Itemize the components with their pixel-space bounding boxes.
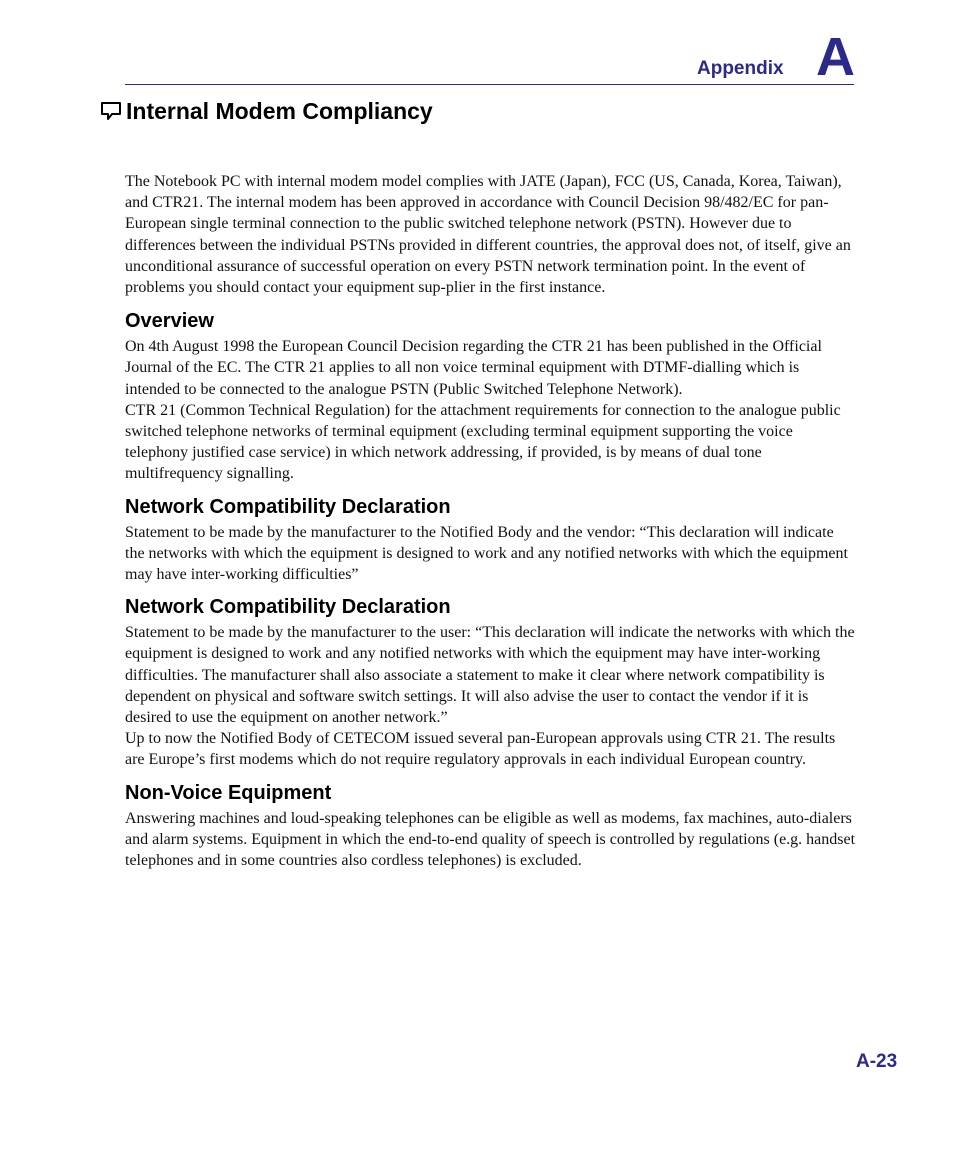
header-section-label: Appendix <box>697 58 784 79</box>
page-title: Internal Modem Compliancy <box>126 97 433 124</box>
section-overview <box>125 309 857 484</box>
section-network-compatibility-vendor <box>125 495 857 586</box>
section-heading: Non-Voice Equipment <box>125 781 332 804</box>
section-paragraph: Statement to be made by the manufacturer to the user: “This declaration will indicate the networks with which the equipment is designed to work and any notified networks with which the equipment may have inter-working difficulties. The manufacturer shall also associate a statement to make it clear where network compatibility is dependent on physical and software switch settings. It will also advise the user to contact the vendor if it is desired to use the equipment on another network.” <box>125 624 855 727</box>
intro-paragraph: The Notebook PC with internal modem model complies with JATE (Japan), FCC (US, Canada, Korea, Taiwan), and CTR21. The internal modem has been approved in accordance with Council Decision 98/482/EC for pan-European single terminal connection to the public switched telephone network (PSTN). However due to differences between the individual PSTNs provided in different countries, the approval does not, of itself, give an unconditional assurance of successful operation on every PSTN network termination point. In the event of problems you should contact your equipment sup-plier in the first instance. <box>125 173 851 297</box>
section-paragraph: Answering machines and loud-speaking telephones can be eligible as well as modems, fax machines, auto-dialers and alarm systems. Equipment in which the end-to-end quality of speech is controlled by regulations (e.g. handset telephones and in some countries also cordless telephones) is excluded. <box>125 809 856 870</box>
header-section-letter: A <box>816 27 855 87</box>
section-heading: Network Compatibility Declaration <box>125 495 451 518</box>
page-number: A-23 <box>856 1051 898 1072</box>
section-non-voice-equipment <box>125 781 857 872</box>
section-heading: Network Compatibility Declaration <box>125 596 451 619</box>
header-divider <box>125 84 854 85</box>
section-paragraph: Statement to be made by the manufacturer to the Notified Body and the vendor: “This declaration will indicate the networks with which the equipment is designed to work and any notified networks with which the equipment may have inter-working difficulties” <box>125 523 848 584</box>
document-body <box>125 171 857 881</box>
section-paragraph: On 4th August 1998 the European Council Decision regarding the CTR 21 has been published in the Official Journal of the EC. The CTR 21 applies to all non voice terminal equipment with DTMF-dialling which is intended to be connected to the analogue PSTN (Public Switched Telephone Network). <box>125 338 822 398</box>
section-paragraph: CTR 21 (Common Technical Regulation) for the attachment requirements for connection to the analogue public switched telephone networks of terminal equipment (excluding terminal equipment supporting the voice telephony justified case service) in which network addressing, if provided, is by means of dual tone multifrequency signalling. <box>125 401 841 483</box>
section-paragraph: Up to now the Notified Body of CETECOM issued several pan-European approvals using CTR 21. The results are Europe’s first modems which do not require regulatory approvals in each individual European country. <box>125 730 836 769</box>
section-heading: Overview <box>125 310 214 333</box>
modem-icon <box>100 100 122 122</box>
section-network-compatibility-user <box>125 595 857 770</box>
title-block <box>100 97 433 125</box>
